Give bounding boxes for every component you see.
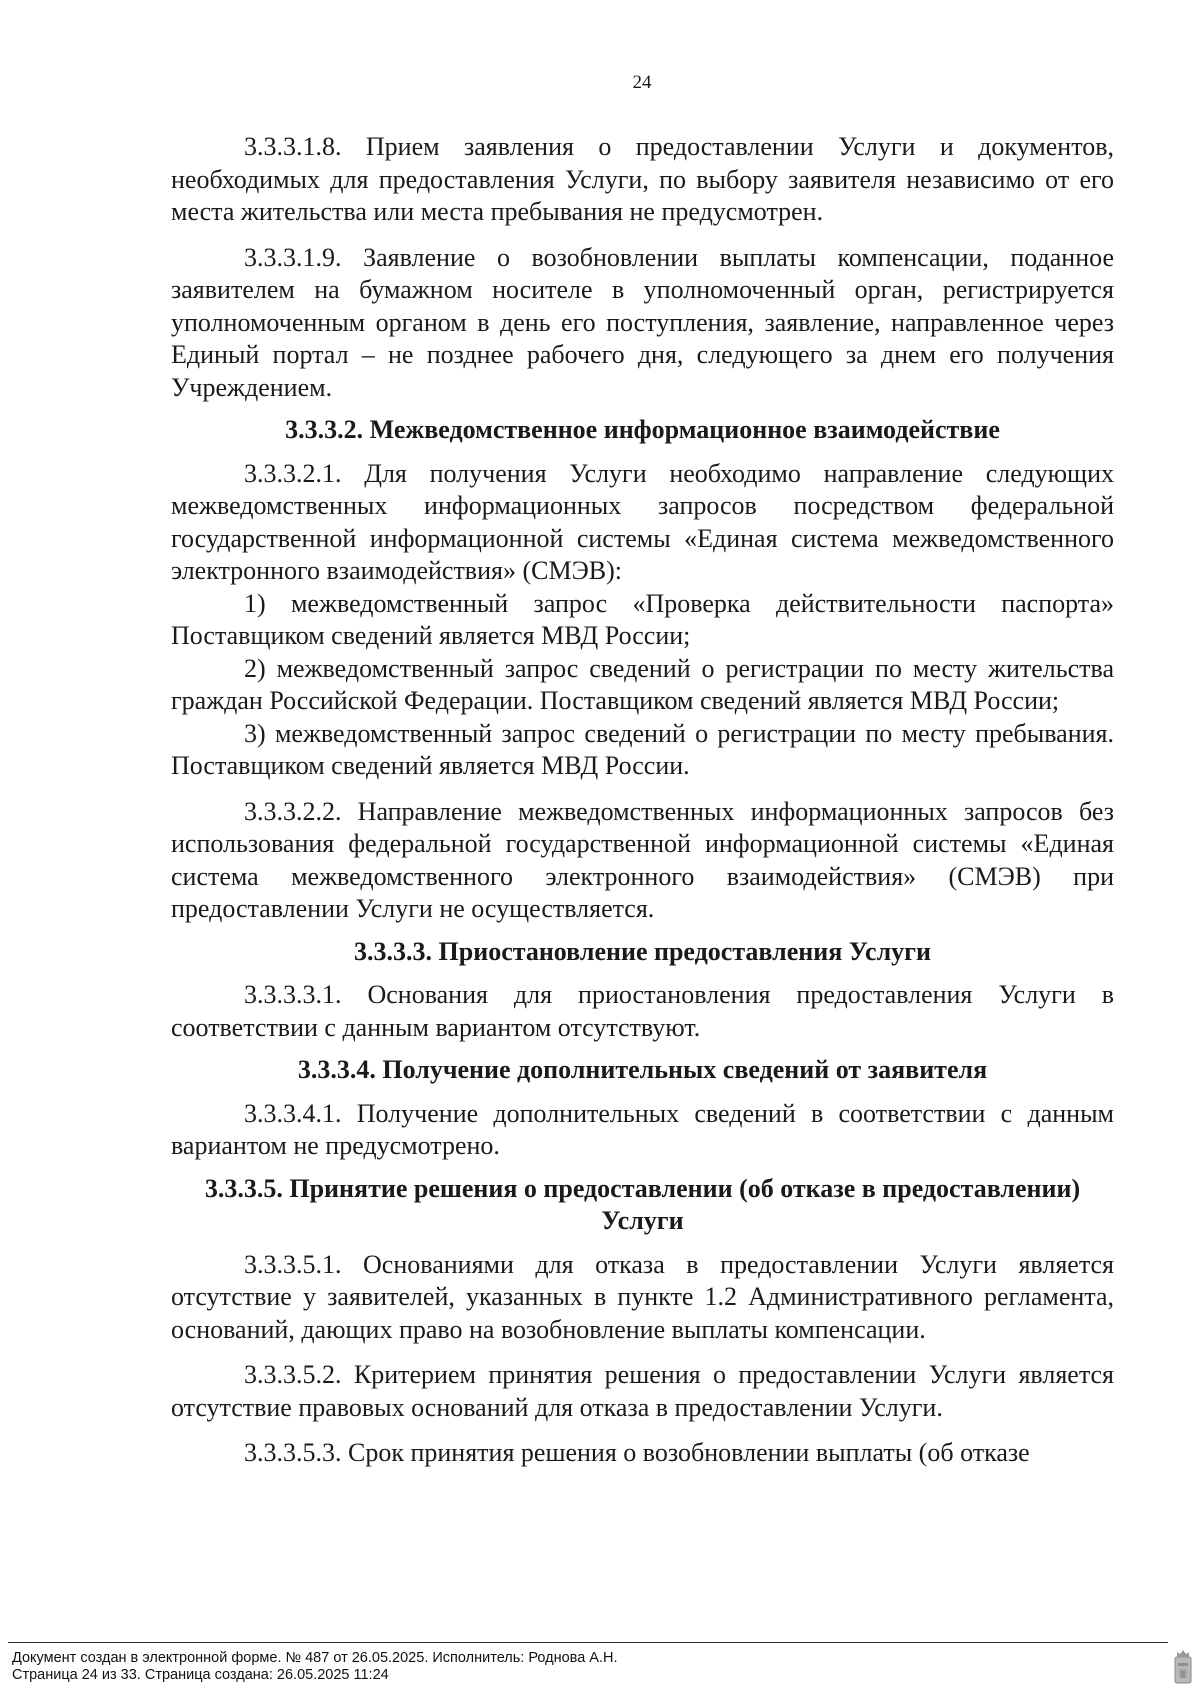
paragraph-3-3-3-5-2: 3.3.3.5.2. Критерием принятия решения о предоставлении Услуги является отсутствие правовых оснований для отказа в предоставлении Услуги. [171, 1360, 1114, 1422]
section-heading-3-3-3-2: 3.3.3.2. Межведомственное информационное взаимодействие [285, 415, 1000, 444]
list-item-1: 1) межведомственный запрос «Проверка действительности паспорта» Поставщиком сведений является МВД России; [171, 588, 1114, 650]
footer-line-page-info: Страница 24 из 33. Страница создана: 26.05.2025 11:24 [12, 1667, 389, 1683]
paragraph-3-3-3-5-1: 3.3.3.5.1. Основаниями для отказа в предоставлении Услуги является отсутствие у заявителей, указанных в пункте 1.2 Административного регламента, оснований, дающих право на возобновление выплаты компенсации. [171, 1249, 1114, 1344]
document-body [171, 131, 1114, 1470]
document-footer [0, 1641, 1200, 1698]
paragraph-3-3-3-1-9: 3.3.3.1.9. Заявление о возобновлении выплаты компенсации, поданное заявителем на бумажном носителе в уполномоченный орган, регистрируется уполномоченным органом в день его поступления, заявление, направленное через Единый портал – не позднее рабочего дня, следующего за днем его получения Учреждением. [171, 242, 1114, 402]
section-heading-3-3-3-3: 3.3.3.3. Приостановление предоставления Услуги [354, 936, 931, 966]
paragraph-3-3-3-3-1: 3.3.3.3.1. Основания для приостановления предоставления Услуги в соответствии с данным вариантом отсутствуют. [171, 980, 1114, 1042]
section-heading-3-3-3-5: 3.3.3.5. Принятие решения о предоставлении (об отказе в предоставлении) Услуги [204, 1173, 1081, 1235]
paragraph-3-3-3-2-1: 3.3.3.2.1. Для получения Услуги необходимо направление следующих межведомственных информационных запросов посредством федеральной государственной информационной системы «Единая система межведомственного электронного взаимодействия» (СМЭВ): [171, 458, 1114, 585]
paragraph-3-3-3-5-3: 3.3.3.5.3. Срок принятия решения о возобновлении выплаты (об отказе [244, 1438, 1030, 1467]
list-item-3: 3) межведомственный запрос сведений о регистрации по месту пребывания. Поставщиком сведений является МВД России. [171, 718, 1114, 780]
footer-text [12, 1650, 618, 1684]
paragraph-3-3-3-4-1: 3.3.3.4.1. Получение дополнительных сведений в соответствии с данным вариантом не предусмотрено. [171, 1098, 1114, 1160]
paragraph-3-3-3-1-8: 3.3.3.1.8. Прием заявления о предоставлении Услуги и документов, необходимых для предоставления Услуги, по выбору заявителя независимо от его места жительства или места пребывания не предусмотрен. [171, 132, 1114, 226]
paragraph-3-3-3-2-2: 3.3.3.2.2. Направление межведомственных информационных запросов без использования федеральной государственной информационной системы «Единая система межведомственного электронного взаимодействия» (СМЭВ) при предоставлении Услуги не осуществляется. [171, 796, 1114, 923]
section-heading-3-3-3-4: 3.3.3.4. Получение дополнительных сведений от заявителя [297, 1055, 988, 1084]
coat-of-arms-icon [1172, 1647, 1194, 1685]
page-number: 24 [632, 72, 652, 93]
footer-divider [8, 1642, 1168, 1643]
list-item-2: 2) межведомственный запрос сведений о регистрации по месту жительства граждан Российской Федерации. Поставщиком сведений является МВД России; [171, 653, 1114, 715]
footer-line-document-info: Документ создан в электронной форме. № 487 от 26.05.2025. Исполнитель: Роднова А.Н. [12, 1650, 618, 1666]
